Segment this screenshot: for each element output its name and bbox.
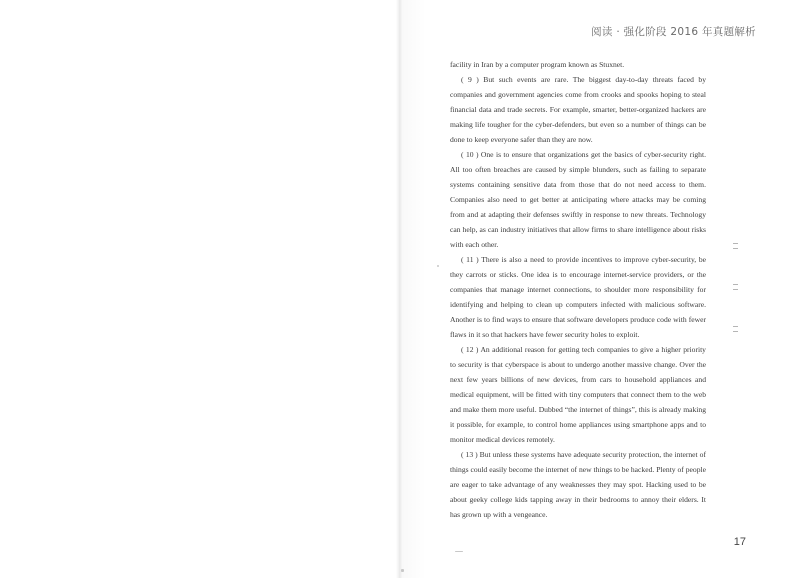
margin-mark — [733, 326, 738, 332]
scan-speck — [401, 569, 404, 572]
paragraph-10 — [450, 147, 706, 252]
paragraph-text: One is to ensure that organizations get the basics of cyber-security right. All too often breaches are caused by simple blunders, such as failing to separate systems containing sensitive data from those that do not need access to them. Companies also need to get better at anticipating where attacks may be coming from and at adapting their defenses swiftly in response to new threats. Technology can help, as can industry initiatives that allow firms to share intelligence about risks with each other. — [450, 150, 706, 249]
article-body — [450, 57, 706, 522]
running-header: 阅读 · 强化阶段 2016 年真题解析 — [591, 26, 756, 38]
paragraph-12 — [450, 342, 706, 447]
paragraph-text: But unless these systems have adequate security protection, the internet of things could easily become the internet of new things to be hacked. Plenty of people are eager to take advantage of any weaknesses they may spot. Hacking used to be about geeky college kids tapping away in their bedrooms to annoy their elders. It has grown up with a vengeance. — [450, 450, 706, 519]
paragraph-13 — [450, 447, 706, 522]
paragraph-9 — [450, 72, 706, 147]
left-page-blank — [0, 0, 398, 578]
paragraph-number: ( 9 ) — [461, 75, 484, 84]
paragraph-number: ( 11 ) — [461, 255, 482, 264]
margin-mark — [733, 243, 738, 249]
page-number: 17 — [733, 536, 746, 548]
paragraph-number: ( 12 ) — [461, 345, 481, 354]
paragraph-text: An additional reason for getting tech companies to give a higher priority to security is that cyberspace is about to undergo another massive change. Over the next few years billions of new devices, from cars to household appliances and medical equipment, will be fitted with tiny computers that connect them to the web and make them more useful. Dubbed “the internet of things”, this is already making it possible, for example, to control home appliances using smartphone apps and to monitor medical devices remotely. — [450, 345, 706, 444]
scan-speck — [437, 265, 439, 267]
scan-speck — [455, 551, 463, 552]
paragraph-11 — [450, 252, 706, 342]
paragraph-number: ( 10 ) — [461, 150, 481, 159]
paragraph-text: But such events are rare. The biggest day-to-day threats faced by companies and government agencies come from crooks and spooks hoping to steal financial data and trade secrets. For example, smarter, better-organized hackers are making life tougher for the cyber-defenders, but even so a number of things can be done to keep everyone safer than they are now. — [450, 75, 706, 144]
paragraph-number: ( 13 ) — [461, 450, 480, 459]
paragraph-text: There is also a need to provide incentives to improve cyber-security, be they carrots or sticks. One idea is to encourage internet-service providers, or the companies that manage internet connections, to shoulder more responsibility for identifying and helping to clean up computers infected with malicious software. Another is to find ways to ensure that software developers produce code with fewer flaws in it so that hackers have fewer security holes to exploit. — [450, 255, 706, 339]
paragraph-text: facility in Iran by a computer program known as Stuxnet. — [450, 60, 625, 69]
margin-mark — [733, 284, 738, 290]
paragraph-continued — [450, 57, 706, 72]
